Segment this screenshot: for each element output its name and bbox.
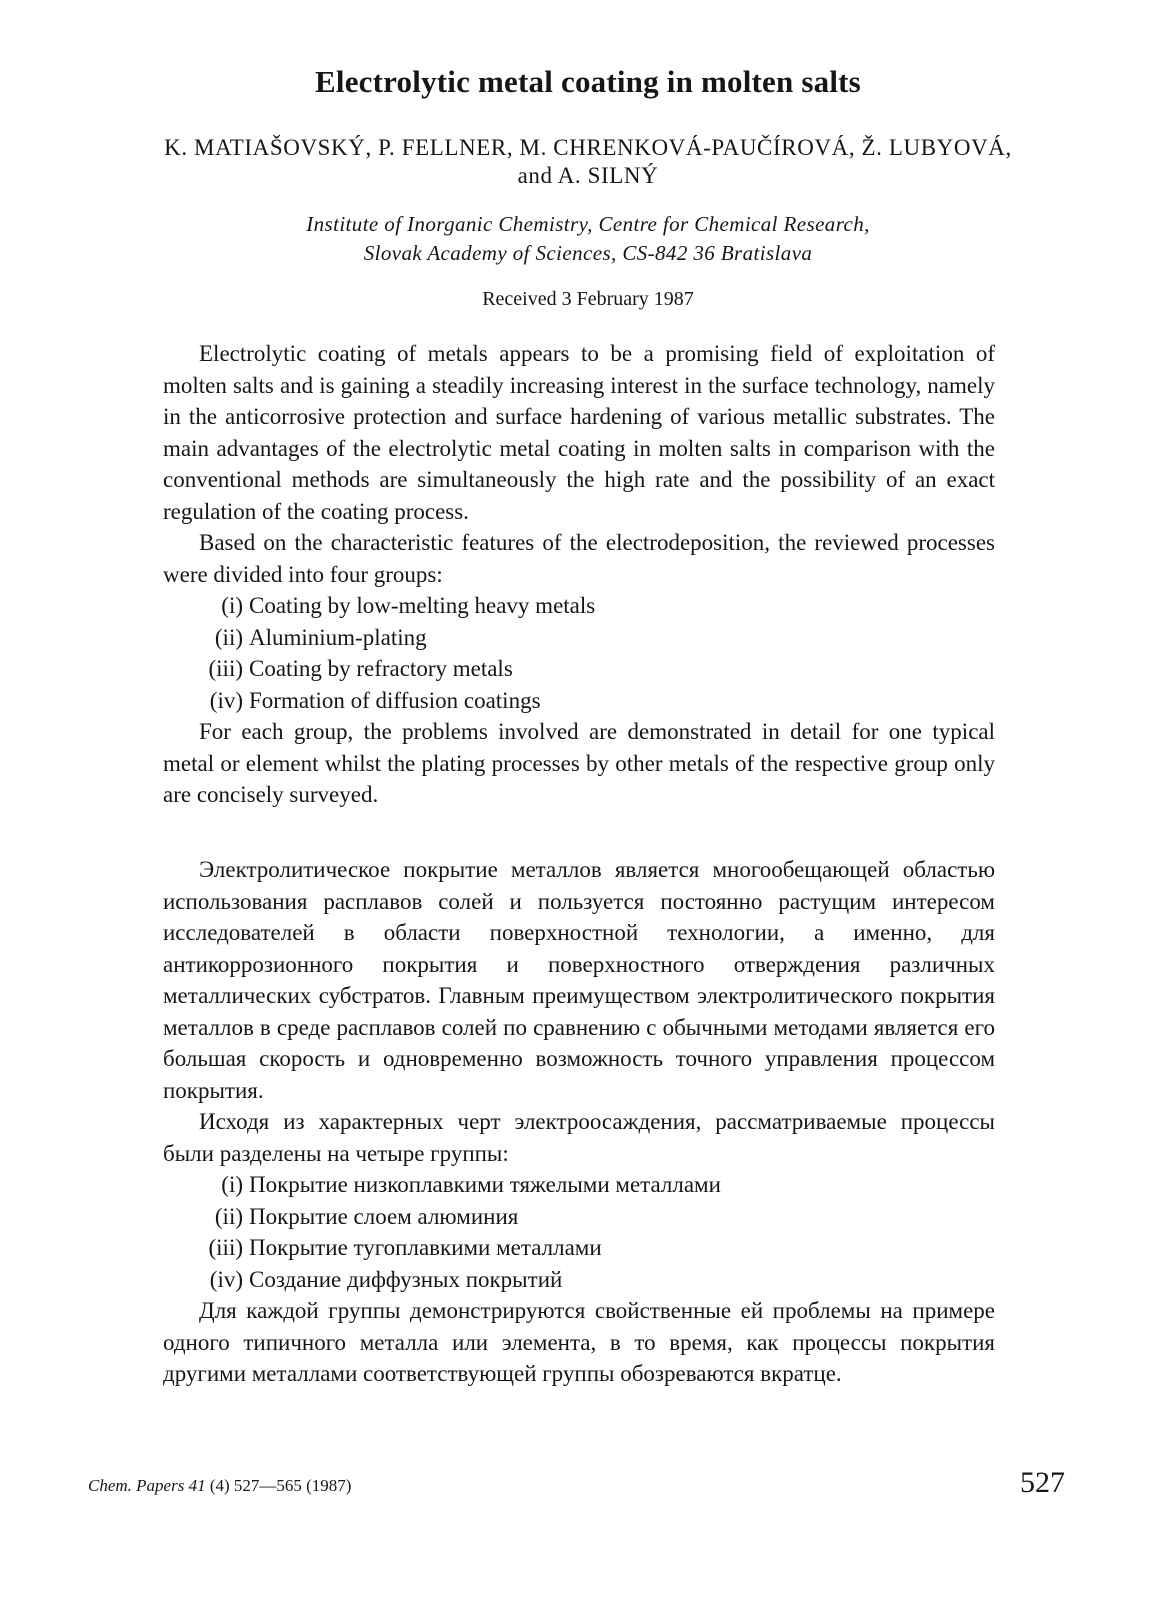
article-title: Electrolytic metal coating in molten salts	[315, 64, 861, 99]
list-item-text: Покрытие слоем алюминия	[249, 1203, 519, 1229]
journal-volume: 41	[188, 1476, 206, 1495]
list-item-text: Formation of diffusion coatings	[249, 687, 541, 713]
list-item-number: (i)	[221, 1172, 243, 1197]
journal-citation	[88, 1476, 351, 1496]
abstract-en-paragraph-3: For each group, the problems involved are demonstrated in detail for one typical metal or element whilst the plating processes by other metals of the respective group only are concisely surveyed.	[163, 719, 995, 807]
list-item-number: (iii)	[208, 656, 243, 681]
list-item	[163, 1232, 995, 1264]
abstract-ru-paragraph-2: Исходя из характерных черт электроосаждения, рассматриваемые процессы были разделены на четыре группы:	[163, 1109, 995, 1166]
list-item	[163, 1169, 995, 1201]
abstract-english	[163, 338, 995, 811]
list-item-text: Coating by low-melting heavy metals	[249, 593, 596, 618]
abstract-ru-paragraph-3: Для каждой группы демонстрируются свойственные ей проблемы на примере одного типичного металла или элемента, в то время, как процессы покрытия другими металлами соответствующей группы обозреваются вкратце.	[163, 1298, 995, 1386]
journal-name: Chem. Papers	[88, 1476, 185, 1495]
abstract-ru-paragraph-1: Электролитическое покрытие металлов является многообещающей областью использования расплавов солей и пользуется постоянно растущим интересом исследователей в области поверхностной технологии, а именно, для антикоррозионного покрытия и поверхностного отверждения различных металлических субстратов. Главным преимуществом электролитического покрытия металлов в среде расплавов солей по сравнению с обычными методами является его большая скорость и одновременно возможность точного управления процессом покрытия.	[163, 857, 995, 1103]
list-item	[163, 590, 995, 622]
list-item-number: (ii)	[214, 1203, 243, 1229]
list-item	[163, 653, 995, 685]
list-item	[163, 622, 995, 654]
list-item-number: (i)	[221, 593, 243, 618]
list-item	[163, 685, 995, 717]
received-date: Received 3 February 1987	[482, 288, 694, 310]
abstract-en-paragraph-2: Based on the characteristic features of the electrodeposition, the reviewed processes were divided into four groups:	[163, 530, 995, 587]
list-item-text: Покрытие низкоплавкими тяжелыми металлами	[249, 1172, 721, 1197]
page-number: 527	[1020, 1466, 1065, 1499]
abstract-russian	[163, 854, 995, 1390]
abstract-en-paragraph-1: Electrolytic coating of metals appears to be a promising field of exploitation of molten salts and is gaining a steadily increasing interest in the surface technology, namely in the anticorrosive protection and surface hardening of various metallic substrates. The main advantages of the electrolytic metal coating in molten salts in comparison with the conventional methods are simultaneously the high rate and the possibility of an exact regulation of the coating process.	[163, 341, 995, 524]
authors-line-1: K. MATIAŠOVSKÝ, P. FELLNER, M. CHRENKOVÁ-PAUČÍROVÁ, Ž. LUBYOVÁ,	[164, 135, 1012, 160]
list-item-text: Coating by refractory metals	[249, 656, 513, 681]
affiliation-line-2: Slovak Academy of Sciences, CS-842 36 Bratislava	[363, 241, 813, 265]
list-item-number: (iii)	[208, 1235, 243, 1260]
affiliation	[160, 210, 1016, 268]
list-item-text: Aluminium-plating	[249, 624, 427, 650]
list-item	[163, 1201, 995, 1233]
abstract-ru-group-list	[163, 1169, 995, 1295]
list-item-number: (iv)	[209, 1266, 243, 1292]
list-item-number: (ii)	[214, 624, 243, 650]
author-list	[130, 134, 1046, 190]
journal-issue-pages: (4) 527—565 (1987)	[209, 1476, 352, 1495]
affiliation-line-1: Institute of Inorganic Chemistry, Centre for Chemical Research,	[306, 212, 870, 236]
list-item-text: Покрытие тугоплавкими металлами	[249, 1235, 602, 1260]
authors-line-2: and A. SILNÝ	[517, 163, 659, 188]
abstract-en-group-list	[163, 590, 995, 716]
list-item-number: (iv)	[209, 687, 243, 713]
list-item	[163, 1264, 995, 1296]
list-item-text: Создание диффузных покрытий	[249, 1266, 563, 1292]
